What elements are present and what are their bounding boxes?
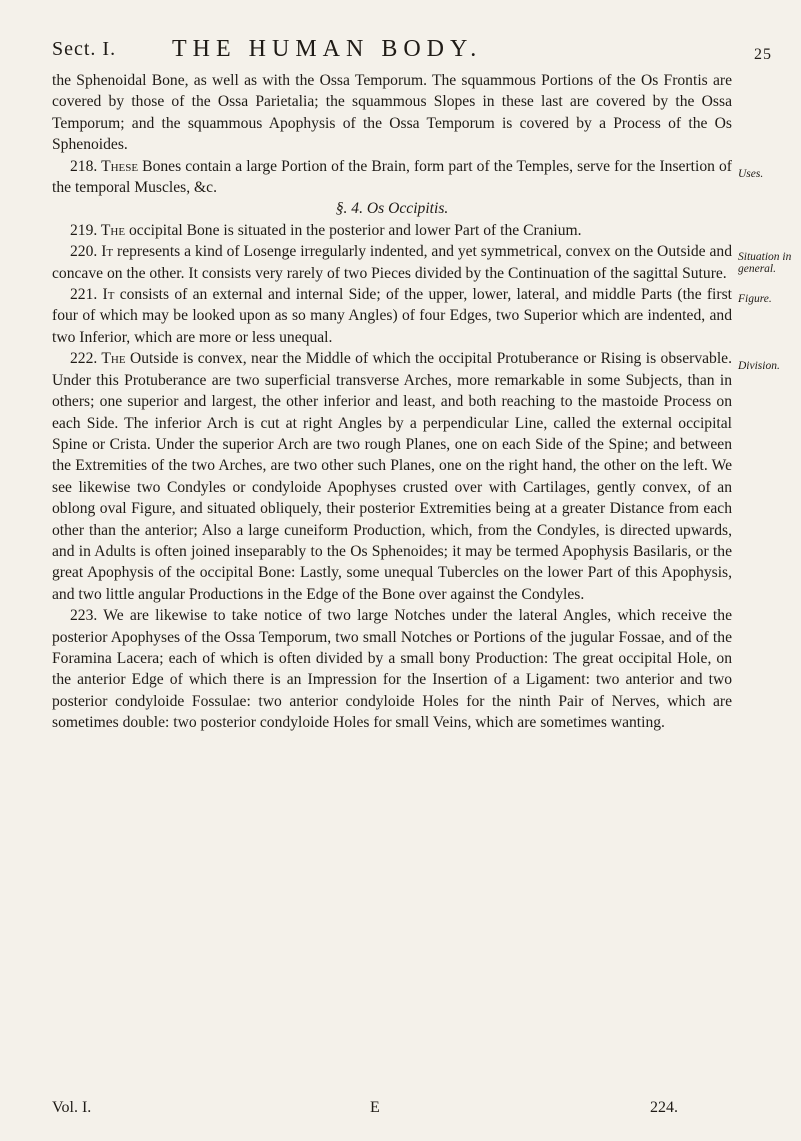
- paragraph-218: [52, 156, 732, 199]
- paragraph-222: [52, 348, 732, 605]
- margin-note-situation: Situation in general.: [738, 251, 792, 275]
- paragraph-221: [52, 284, 732, 348]
- paragraph-text: represents a kind of Losenge irregularly indented, and yet symmetrical, convex on the Outside and concave on the other. It consists very rarely of two Pieces divided by the Continuation of the sagittal Suture.: [52, 243, 732, 282]
- paragraph-continued: the Sphenoidal Bone, as well as with the Ossa Temporum. The squammous Portions of the Os Frontis are covered by those of the Ossa Parietalia; the squammous Slopes in these last are covered by the Ossa Temporum; and the squammous Apophysis of the Ossa Temporum is covered by a Process of the Os Sphenoides.: [52, 72, 732, 154]
- signature-mark: E: [370, 1099, 380, 1116]
- paragraph-text: Outside is convex, near the Middle of which the occipital Protuberance or Rising is observable. Under this Protuberance are two superficial transverse Arches, more remarkable in some Subjects, than in others; one superior and largest, the other inferior and least, and both reaching to the mastoide Process on each Side. The inferior Arch is cut at right Angles by a perpendicular Line, called the external occipital Spine or Crista. Under the superior Arch are two rough Planes, one on each Side of the Spine; and between the Extremities of the two Arches, are two other such Planes, one on the right hand, the other on the left. We see likewise two Condyles or condyloide Apophyses crusted over with Cartilages, gently convex, of an oblong oval Figure, and situated obliquely, their posterior Extremities being at a greater Distance from each other than the anterior; Also a large cuneiform Production, which, from the Condyles, is directed upwards, and in Adults is often joined inseparably to the Os Sphenoides; it may be termed Apophysis Basilaris, or the great Apophysis of the occipital Bone: Lastly, some unequal Tubercles on the lower Part of this Apophysis, and two little angular Productions in the Edge of the Bone over against the Condyles.: [52, 350, 732, 603]
- paragraph-text: occipital Bone is situated in the posterior and lower Part of the Cranium.: [125, 221, 582, 239]
- section-label: Sect. I.: [52, 38, 117, 60]
- paragraph-number: 220. It: [70, 243, 114, 261]
- paragraph-number: 219. The: [70, 221, 126, 239]
- page-footer: [52, 1099, 752, 1121]
- volume-label: Vol. I.: [52, 1099, 92, 1116]
- paragraph-220: [52, 241, 732, 284]
- margin-note-figure: Figure.: [738, 293, 772, 305]
- paragraph-number: 221. It: [70, 286, 115, 304]
- margin-note-division: Division.: [738, 360, 780, 372]
- paragraph-text: consists of an external and internal Side; of the upper, lower, lateral, and middle Parts (the first four of which may be looked upon as so many Angles) of four Edges, two Superior which are indented, and two Inferior, which are more or less unequal.: [52, 286, 732, 346]
- running-header: [52, 34, 772, 64]
- paragraph-number: 218. These: [70, 157, 139, 175]
- page-number: 25: [754, 46, 772, 63]
- paragraph-text: Bones contain a large Portion of the Brain, form part of the Temples, serve for the Insertion of the temporal Muscles, &c.: [52, 157, 732, 197]
- running-title: THE HUMAN BODY.: [172, 36, 483, 62]
- paragraph-219: [52, 220, 732, 241]
- margin-note-uses: Uses.: [738, 168, 764, 180]
- catchword: 224.: [650, 1099, 678, 1116]
- section-heading: §. 4. Os Occipitis.: [335, 200, 449, 218]
- paragraph-number: 222. The: [70, 350, 126, 368]
- body-text: [52, 70, 732, 734]
- paragraph-223: 223. We are likewise to take notice of two large Notches under the lateral Angles, which receive the posterior Apophyses of the Ossa Temporum, two small Notches or Portions of the jugular Fossae, and of the Foramina Lacera; each of which is often divided by a small bony Production: The great occipital Hole, on the anterior Edge of which there is an Impression for the Insertion of a Ligament: two anterior and two posterior condyloide Fossulae: two anterior condyloide Holes for the ninth Pair of Nerves, which are sometimes double: two posterior condyloide Holes for small Veins, which are sometimes wanting.: [52, 607, 732, 732]
